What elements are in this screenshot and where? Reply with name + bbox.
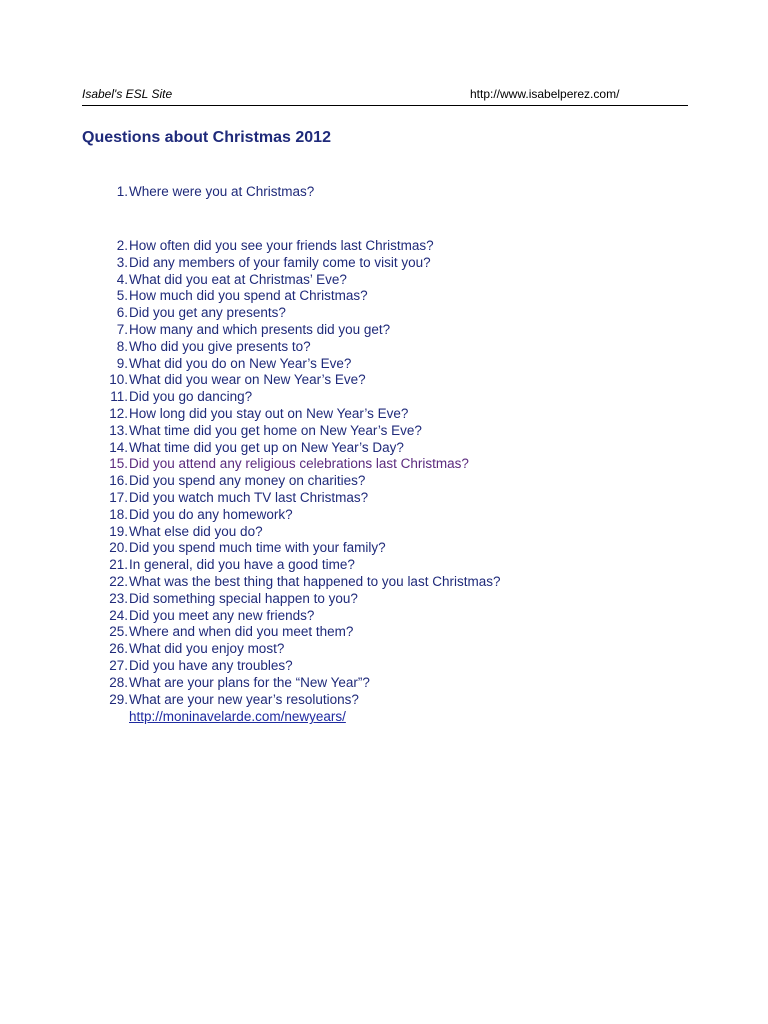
question-text: Did you spend any money on charities? xyxy=(129,473,366,489)
question-number: 9. xyxy=(116,355,128,371)
question-item xyxy=(82,556,682,573)
question-item xyxy=(82,489,682,506)
resolutions-link[interactable]: http://moninavelarde.com/newyears/ xyxy=(129,709,346,724)
question-number: 7. xyxy=(116,322,128,337)
question-item xyxy=(82,254,682,271)
question-text: What did you do on New Year’s Eve? xyxy=(129,355,352,371)
question-number: 18. xyxy=(109,506,128,522)
question-item xyxy=(82,657,682,674)
question-number: 8. xyxy=(116,338,128,354)
question-text: Where were you at Christmas? xyxy=(129,184,315,199)
question-text: What else did you do? xyxy=(129,523,263,539)
question-item xyxy=(82,573,682,590)
question-text: How many and which presents did you get? xyxy=(129,322,391,337)
question-number: 28. xyxy=(109,674,128,690)
question-item xyxy=(82,304,682,321)
question-text: Who did you give presents to? xyxy=(129,338,311,354)
question-text: Did you have any troubles? xyxy=(129,658,293,673)
question-text: Did you watch much TV last Christmas? xyxy=(129,490,369,505)
question-number: 21. xyxy=(109,557,128,573)
question-item xyxy=(82,271,682,288)
question-number: 13. xyxy=(109,422,128,438)
question-number: 2. xyxy=(116,238,128,253)
question-item xyxy=(82,439,682,456)
question-item xyxy=(82,422,682,439)
question-item xyxy=(82,371,682,388)
question-text: What time did you get home on New Year’s Eve? xyxy=(129,422,422,438)
question-text: Did you meet any new friends? xyxy=(129,607,315,623)
question-number: 14. xyxy=(109,439,128,455)
question-text: Did you go dancing? xyxy=(129,389,253,405)
question-item xyxy=(82,640,682,657)
question-text: What time did you get up on New Year’s Day? xyxy=(129,439,404,455)
question-number: 19. xyxy=(109,523,128,539)
question-item xyxy=(82,472,682,489)
question-number: 17. xyxy=(109,490,128,505)
question-number: 3. xyxy=(116,254,128,270)
question-number: 15. xyxy=(109,456,128,472)
question-number: 29. xyxy=(109,691,128,707)
page-title: Questions about Christmas 2012 xyxy=(82,129,331,146)
question-item xyxy=(82,623,682,640)
question-text: Did you get any presents? xyxy=(129,305,286,321)
question-text: Did you do any homework? xyxy=(129,506,293,522)
question-number: 22. xyxy=(109,574,128,589)
question-text: Where and when did you meet them? xyxy=(129,624,354,640)
question-text: How much did you spend at Christmas? xyxy=(129,288,368,304)
question-number: 26. xyxy=(109,641,128,657)
question-item xyxy=(82,388,682,405)
question-text: What are your new year’s resolutions? xyxy=(129,691,359,707)
question-item xyxy=(82,287,682,304)
question-text: What did you eat at Christmas’ Eve? xyxy=(129,271,347,287)
question-item xyxy=(82,539,682,556)
question-item xyxy=(82,506,682,523)
site-url: http://www.isabelperez.com/ xyxy=(470,87,620,101)
question-text: How long did you stay out on New Year’s Eve? xyxy=(129,406,409,421)
question-number: 11. xyxy=(110,389,128,405)
site-name: Isabel's ESL Site xyxy=(82,87,173,101)
question-text: What are your plans for the “New Year”? xyxy=(129,674,370,690)
question-item xyxy=(82,355,682,372)
question-item xyxy=(82,674,682,691)
question-number: 24. xyxy=(109,607,128,623)
question-text: In general, did you have a good time? xyxy=(129,557,355,573)
question-item xyxy=(82,523,682,540)
question-number: 1. xyxy=(116,184,128,199)
question-text: What was the best thing that happened to you last Christmas? xyxy=(129,574,501,589)
question-item xyxy=(82,691,682,708)
question-text: Did you attend any religious celebrations last Christmas? xyxy=(129,456,469,472)
question-text: What did you enjoy most? xyxy=(129,641,285,657)
question-item xyxy=(82,183,682,200)
question-text: How often did you see your friends last Christmas? xyxy=(129,238,434,253)
question-number: 16. xyxy=(109,473,128,489)
question-item xyxy=(82,237,682,254)
question-number: 25. xyxy=(109,624,128,640)
question-text: Did any members of your family come to visit you? xyxy=(129,254,431,270)
question-item xyxy=(82,590,682,607)
question-number: 12. xyxy=(109,406,128,421)
question-item xyxy=(82,338,682,355)
question-number: 23. xyxy=(109,590,128,606)
question-number: 27. xyxy=(109,658,128,673)
question-item xyxy=(82,607,682,624)
question-number: 20. xyxy=(109,540,128,556)
question-text: Did something special happen to you? xyxy=(129,590,358,606)
page-header xyxy=(82,87,688,106)
question-item xyxy=(82,321,682,338)
question-text: Did you spend much time with your family? xyxy=(129,540,386,556)
question-text: What did you wear on New Year’s Eve? xyxy=(129,372,366,388)
question-number: 10. xyxy=(109,372,128,388)
question-number: 5. xyxy=(116,288,128,304)
question-number: 6. xyxy=(116,305,128,321)
question-item xyxy=(82,455,682,472)
question-number: 4. xyxy=(116,271,128,287)
question-item xyxy=(82,405,682,422)
